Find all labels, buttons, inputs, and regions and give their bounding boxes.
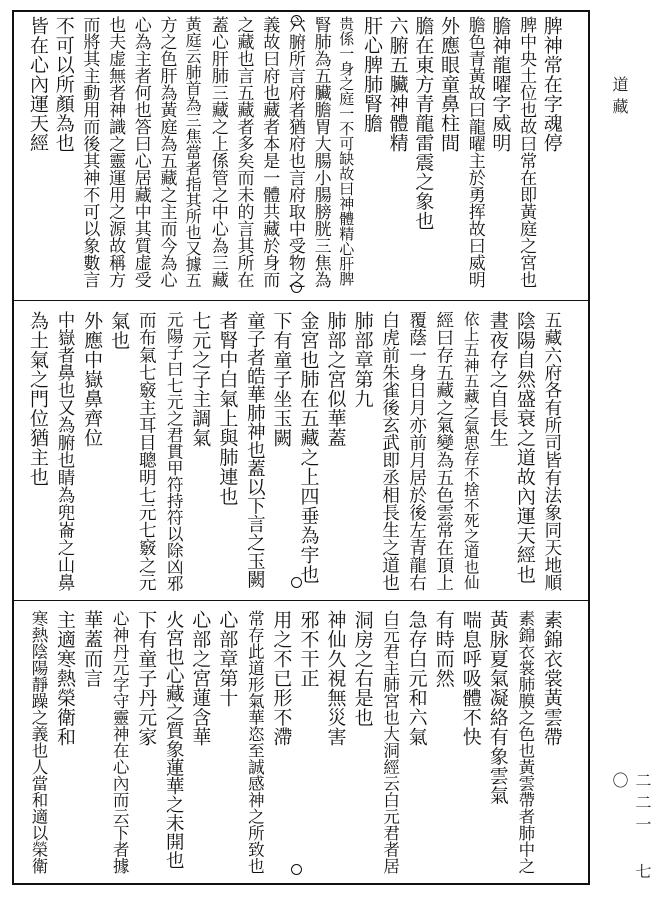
text-column: 脾中央土位也故曰常在即黃庭之宮也 bbox=[516, 16, 537, 288]
page-number: 二二一 七〇 bbox=[610, 772, 652, 885]
text-column: 義故曰府也藏者本是一體共藏於身而 bbox=[259, 16, 280, 288]
text-column: 陰陽自然盛衰之道故內運天經也 bbox=[513, 311, 536, 584]
text-column: 心神丹元字守靈神在心內而云下者據 bbox=[110, 610, 130, 874]
text-column: 元陽子曰七元之君貫甲符持符以除凶邪 bbox=[164, 311, 184, 592]
text-column: 中嶽者鼻也又為腑也睛為兜崙之山鼻 bbox=[55, 311, 76, 591]
section-divider bbox=[12, 600, 590, 601]
text-column: 用之不已形不滯 bbox=[270, 610, 293, 747]
text-column: 下有童子坐玉闕 bbox=[270, 311, 293, 448]
text-column: 六腑五臟神體精 bbox=[386, 16, 409, 153]
text-column: 膽神龍曜字威明 bbox=[489, 16, 512, 153]
text-column: 火宮也心藏之質象蓮華之未開也 bbox=[163, 610, 185, 869]
text-column: 肺部章第九 bbox=[351, 311, 374, 409]
text-column: 下有童子丹元家 bbox=[135, 610, 158, 747]
text-column: 也夫虚無者神識之靈運用之源故稱方 bbox=[105, 16, 126, 288]
text-column: 急存白元和六氣 bbox=[405, 610, 428, 747]
text-column: 方之色肝為黃庭為五藏之主而今為心 bbox=[156, 16, 177, 288]
text-column: 白虎前朱雀後玄武即丞相長生之道也 bbox=[379, 311, 400, 591]
text-column: 心部章第十 bbox=[216, 610, 239, 708]
text-column: 華蓋而言 bbox=[81, 610, 104, 688]
text-column: 依上五神五藏之氣思存不捨不死之道也仙 bbox=[461, 311, 480, 590]
text-column: 素錦衣裳肺膜之色也黃雲帶者肺中之 bbox=[515, 610, 535, 874]
text-column: 常存此道形氣華恣至誠感神之所致也 bbox=[245, 610, 265, 874]
text-column: 七元之子主調氣 bbox=[189, 311, 212, 448]
text-column: 者腎中白氣上與肺連也 bbox=[216, 311, 239, 506]
text-column: 白元君主肺宮也大洞經云白元君者居 bbox=[380, 610, 400, 874]
text-column: 外應眼童鼻柱間 bbox=[438, 16, 460, 153]
text-column: 之藏也言五藏者多矣而未的言其所在 bbox=[233, 16, 254, 288]
text-column: 喘息呼吸體不快 bbox=[459, 610, 482, 747]
text-column: 六腑所言府者猶府也言府取中受物之 bbox=[284, 16, 305, 288]
text-column: 膽色青黃故曰龍曜主於勇挥故曰威明 bbox=[464, 16, 485, 288]
text-column: 素錦衣裳黃雲帶 bbox=[540, 610, 563, 747]
text-column: 黃脉夏氣凝絡有象雲氣 bbox=[486, 610, 509, 805]
text-column: 黃庭云肺首為三焦當者指其所也又據五 bbox=[183, 16, 203, 288]
text-column: 膽在東方青龍雷震之象也 bbox=[412, 16, 435, 231]
text-block-middle bbox=[26, 311, 564, 594]
text-column: 心部之宮蓮含華 bbox=[189, 610, 212, 747]
text-column: 氣也 bbox=[108, 311, 131, 350]
text-column: 經曰存五藏之氣變為五色雲常在頂上 bbox=[433, 311, 454, 591]
text-column: 童子者皓華肺神也蓋以下言之玉闕 bbox=[244, 311, 266, 589]
text-column: 心為主者何也答曰心居藏中其質虚受 bbox=[130, 16, 151, 288]
text-block-bottom bbox=[26, 610, 564, 878]
canon-title: 道藏 bbox=[610, 76, 629, 120]
text-column: 有時而然 bbox=[432, 610, 455, 688]
text-column: 晝夜存之自長生 bbox=[486, 311, 509, 448]
text-column: 而將其主動用而後其神不可以象數言 bbox=[79, 16, 100, 288]
text-column: 外應中嶽鼻齊位 bbox=[81, 311, 104, 448]
text-column: 邪不干正 bbox=[297, 610, 320, 688]
text-column: 為土氣之門位猶主也 bbox=[27, 311, 49, 487]
text-column: 不可以所顏為也 bbox=[52, 16, 75, 153]
text-column: 腎肺為五臟膽胃大腸小腸膀胱三焦為 bbox=[310, 16, 331, 288]
text-column: 肺部之宮似華蓋 bbox=[324, 311, 347, 448]
text-column: 贵係一身之庭一不可缺故曰神體精心肝脾 bbox=[337, 16, 356, 286]
text-column: 皆在心內運天經 bbox=[27, 16, 49, 153]
text-column: 而布氣七竅主耳目聰明七元七竅之元 bbox=[136, 311, 157, 591]
text-column: 金宮也肺在五藏之上四垂為宇也 bbox=[297, 311, 320, 584]
text-column: 主適寒熱榮衛和 bbox=[54, 610, 77, 747]
text-column: 蓋心肝肺三藏之上係管之中心為三藏 bbox=[207, 16, 228, 288]
text-column: 肝心脾肺腎膽 bbox=[360, 16, 383, 133]
text-column: 神仙久視無災害 bbox=[324, 610, 347, 747]
text-column: 洞房之右是也 bbox=[351, 610, 374, 727]
text-column: 脾神常在字魂停 bbox=[540, 16, 563, 153]
text-column: 覆蔭一身日月亦前月居於後左青龍右 bbox=[406, 311, 427, 591]
text-column: 寒熱陰陽靜躁之義也人當和適以榮衛 bbox=[29, 610, 48, 874]
text-column: 五藏六府各有所司皆有法象同天地順 bbox=[541, 311, 562, 591]
section-divider bbox=[12, 300, 590, 301]
text-block-top bbox=[26, 16, 564, 294]
